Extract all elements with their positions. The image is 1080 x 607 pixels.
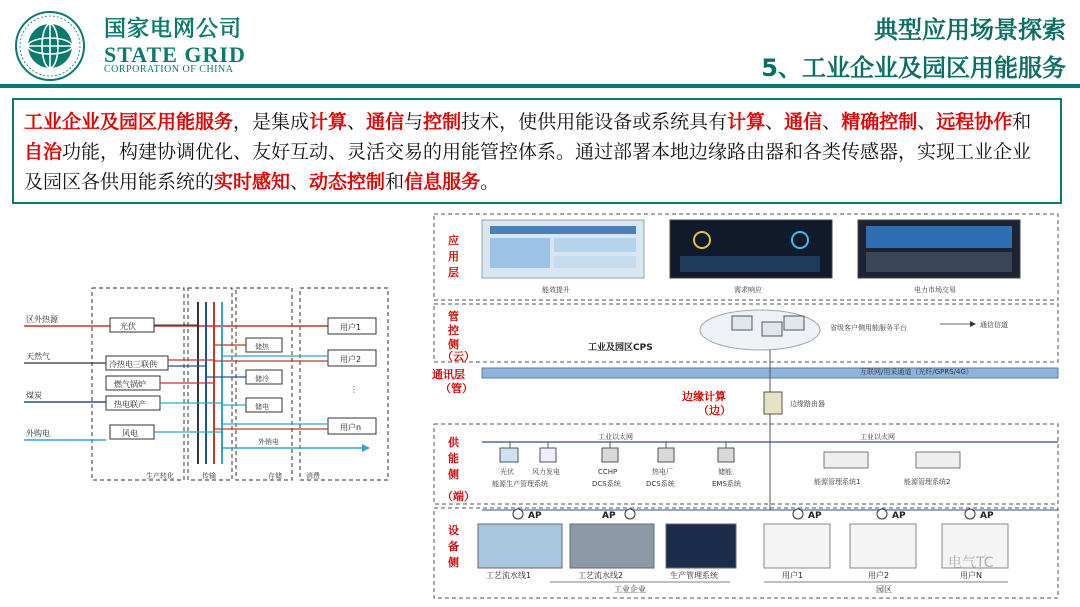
channel-label: 通信信道 (980, 321, 1008, 329)
company-name-en: STATE GRID (104, 42, 246, 67)
section-label-production: 生产转化 (146, 472, 174, 480)
energy-flow-diagram (22, 278, 410, 488)
user-label-n: 用户n (340, 423, 362, 432)
highlight-term: 控制 (423, 111, 462, 133)
device-label-user1: 用户1 (782, 571, 804, 580)
app-label-demand: 需求响应 (734, 286, 762, 294)
system-label-3: EMS系统 (712, 480, 741, 488)
highlight-term: 工业企业及园区用能服务 (24, 111, 234, 133)
cps-label: 工业及园区CPS (588, 343, 653, 353)
intro-text: 技术，使供用能设备或系统具有 (461, 111, 728, 133)
intro-text: 功能，构建协调优化、友好互动、灵活交易的用能管控体系。通过部署本地边缘路由器和各类传感器，实现工业企业及园区各供用能系统的 (24, 141, 1032, 193)
server-rack-icon (824, 452, 868, 468)
section-label-transmission: 传输 (202, 472, 216, 480)
highlight-term: 计算 (727, 111, 766, 133)
ethernet-label-right: 工业以太网 (860, 433, 895, 441)
gen-label-boiler: 燃气锅炉 (114, 380, 146, 389)
device-label-line2: 工艺流水线2 (578, 571, 624, 580)
layer-device-3: 侧 (448, 556, 459, 569)
user-panel-2 (850, 524, 916, 568)
intro-text: 。 (480, 171, 500, 193)
app-label-market: 电力市场交易 (914, 286, 956, 294)
layer-comm-1: 通讯层 (432, 368, 465, 381)
intro-text: 和 (1012, 111, 1032, 133)
intro-text: 和 (385, 171, 405, 193)
gen-label-cchp: 冷热电三联供 (109, 360, 157, 369)
ap-label-1: AP (528, 511, 542, 521)
gen-label-chp: 热电联产 (114, 400, 146, 409)
edge-compute-label-2: （边） (698, 404, 731, 417)
supply-label-cchp: CCHP (598, 468, 618, 476)
section-transmission (188, 288, 232, 480)
supply-items (500, 442, 960, 468)
layer-app-1: 应 (448, 234, 459, 247)
gen-label-wind: 风电 (122, 429, 138, 438)
layer-supply-3: 侧 (448, 468, 459, 481)
supply-label-pv: 光伏 (500, 468, 514, 476)
device-label-mgmt: 生产管理系统 (670, 571, 718, 580)
system-label-0: 能源生产管理系统 (492, 480, 548, 488)
input-label-gas: 天然气 (26, 352, 50, 361)
supply-label-wind: 风力发电 (532, 468, 560, 476)
network-label: 互联网/用采通道（光纤/GPRS/4G） (860, 368, 973, 376)
user-label-ellipsis: ⋮ (350, 385, 358, 394)
highlight-term: 通信 (366, 111, 405, 133)
layer-mgmt-2: 控 (448, 324, 459, 337)
watermark: 电气TC (948, 555, 994, 571)
highlight-term: 精确控制 (841, 111, 918, 133)
platform-label: 省级客户侧用能服务平台 (830, 324, 907, 332)
header (0, 0, 1080, 92)
ethernet-label-left: 工业以太网 (598, 433, 633, 441)
power-plant-icon (658, 448, 674, 462)
layer-app-3: 层 (448, 266, 459, 279)
monitor-icon (784, 316, 804, 330)
ap-label-3: AP (808, 511, 822, 521)
intro-paragraph (12, 98, 1062, 204)
storage-icon (718, 448, 734, 462)
input-label-heat: 区外热源 (26, 315, 58, 324)
park-system-label-2: 能源管理系统2 (904, 478, 951, 486)
supply-label-plant: 热电厂 (652, 468, 673, 476)
layer-device-2: 备 (448, 540, 459, 553)
user-panel-1 (764, 524, 830, 568)
intro-text: 、 (290, 171, 310, 193)
gen-label-pv: 光伏 (120, 322, 136, 331)
storage-label-power: 储电 (255, 403, 269, 411)
state-grid-logo (14, 10, 86, 82)
device-label-usern: 用户N (960, 571, 982, 580)
intro-text: 、 (822, 111, 842, 133)
storage-label-heat: 储热 (255, 343, 269, 351)
device-label-line1: 工艺流水线1 (486, 571, 532, 580)
layer-edge-tag: （端） (442, 490, 475, 503)
highlight-term: 计算 (309, 111, 348, 133)
group-label-enterprise: 工业企业 (614, 585, 646, 594)
ap-label-2: AP (602, 511, 616, 521)
layer-app-2: 用 (448, 250, 459, 263)
factory-photo-2 (570, 524, 654, 568)
layer-mgmt-3: 侧 (448, 338, 459, 351)
intro-text: 、 (347, 111, 367, 133)
page-title: 典型应用场景探索 (874, 16, 1066, 44)
company-name-cn: 国家电网公司 (104, 17, 243, 42)
intro-text: 与 (404, 111, 424, 133)
highlight-term: 动态控制 (309, 171, 386, 193)
layer-mgmt-4: （云） (442, 350, 475, 363)
wind-turbine-icon (540, 448, 556, 462)
layer-device-1: 设 (448, 524, 459, 537)
layer-supply-2: 能 (448, 452, 459, 465)
intro-text: 、 (765, 111, 785, 133)
cchp-icon (602, 448, 618, 462)
intro-text: 、 (917, 111, 937, 133)
monitor-icon (732, 316, 752, 330)
system-label-2: DCS系统 (646, 480, 675, 488)
app-label-efficiency: 能效提升 (542, 286, 570, 294)
architecture-diagram (430, 210, 1062, 602)
supply-label-storage: 储能 (718, 468, 732, 476)
user-label-2: 用户2 (340, 355, 362, 364)
layer-supply-1: 供 (448, 436, 459, 449)
edge-router-label: 边缘路由器 (790, 400, 825, 408)
page-subtitle: 5、工业企业及园区用能服务 (761, 54, 1066, 82)
system-label-1: DCS系统 (592, 480, 621, 488)
group-label-park: 园区 (876, 585, 892, 594)
highlight-term: 实时感知 (214, 171, 291, 193)
intro-text: ，是集成 (233, 111, 310, 133)
section-label-storage: 存储 (268, 472, 282, 480)
highlight-term: 远程协作 (936, 111, 1013, 133)
layer-mgmt-1: 管 (448, 310, 459, 323)
management-screen (666, 524, 736, 568)
ap-label-4: AP (892, 511, 906, 521)
highlight-term: 信息服务 (404, 171, 481, 193)
router-icon (764, 392, 782, 414)
edge-compute-label-1: 边缘计算 (682, 390, 726, 403)
factory-photo-1 (478, 524, 562, 568)
input-label-power: 外购电 (26, 429, 50, 438)
park-system-label-1: 能源管理系统1 (814, 478, 861, 486)
input-label-coal: 煤炭 (26, 391, 42, 400)
section-consumption (300, 288, 388, 480)
outlet-label: 外销电 (258, 438, 279, 446)
layer-comm-2: （管） (440, 382, 473, 395)
highlight-term: 通信 (784, 111, 823, 133)
header-divider (0, 84, 1080, 88)
section-label-consumption: 消费 (306, 472, 320, 480)
company-name-en-sub: CORPORATION OF CHINA (104, 64, 234, 75)
ap-label-5: AP (980, 511, 994, 521)
user-label-1: 用户1 (340, 323, 362, 332)
storage-label-cold: 储冷 (255, 375, 269, 383)
device-label-user2: 用户2 (868, 571, 890, 580)
highlight-term: 自治 (24, 141, 63, 163)
server-rack-icon (916, 452, 960, 468)
monitor-icon (762, 322, 782, 336)
solar-panel-icon (500, 448, 518, 462)
